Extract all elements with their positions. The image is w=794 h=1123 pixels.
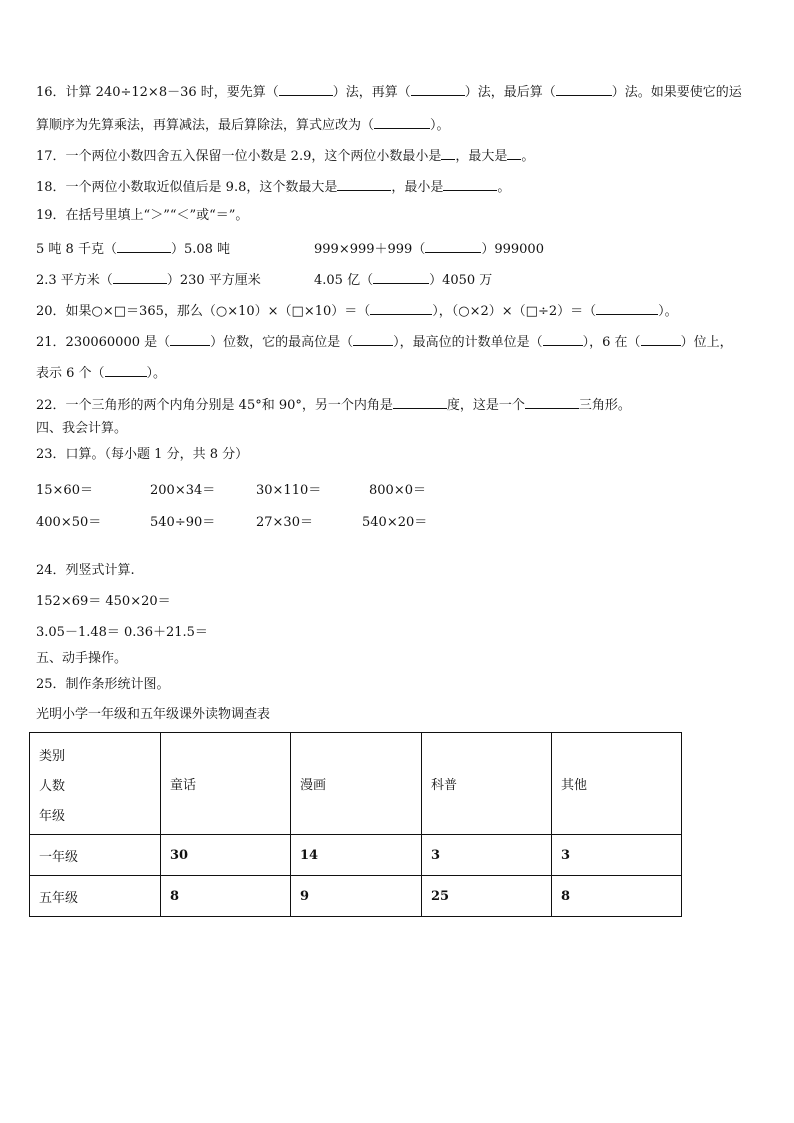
vertical-calc-row-2: 3.05－1.48＝ 0.36＋21.5＝ xyxy=(36,625,208,640)
q16-text-1: 16．计算 240÷12×8－36 时，要先算（ xyxy=(36,85,279,100)
q16-text-2: ）法，再算（ xyxy=(332,85,411,100)
q19-item-b xyxy=(314,240,544,258)
table-row xyxy=(30,835,682,876)
table-cell: 3 xyxy=(422,835,552,876)
q22-text-2: 度，这是一个 xyxy=(446,398,525,413)
table-cell: 8 xyxy=(552,876,682,917)
corner-grade-label: 年级 xyxy=(39,808,66,824)
q21-text-3: ），最高位的计数单位是（ xyxy=(393,335,543,350)
answer-blank[interactable] xyxy=(507,147,521,160)
corner-count-label: 人数 xyxy=(39,778,66,794)
mental-math-item: 15×60＝ xyxy=(36,483,93,498)
question-18 xyxy=(36,178,510,196)
question-24-title: 24．列竖式计算. xyxy=(36,563,135,578)
column-header: 漫画 xyxy=(291,733,422,835)
answer-blank[interactable] xyxy=(543,333,583,346)
question-21-line-1 xyxy=(36,333,733,351)
q22-text-3: 三角形。 xyxy=(578,398,631,413)
column-header: 其他 xyxy=(552,733,682,835)
table-cell: 25 xyxy=(422,876,552,917)
q20-text-2: ），（○×2）×（□÷2）＝（ xyxy=(432,304,597,319)
q22-text-1: 22．一个三角形的两个内角分别是 45°和 90°，另一个内角是 xyxy=(36,398,393,413)
q16-text-3: ）法，最后算（ xyxy=(464,85,556,100)
question-16-line-2 xyxy=(36,116,450,134)
row-header: 五年级 xyxy=(30,876,161,917)
q19-b-text-1: 999×999＋999（ xyxy=(314,242,426,257)
vertical-calc-row-1: 152×69＝ 450×20＝ xyxy=(36,594,171,609)
table-cell: 30 xyxy=(161,835,291,876)
q19-d-text-1: 4.05 亿（ xyxy=(314,273,374,288)
answer-blank[interactable] xyxy=(279,83,333,96)
table-caption: 光明小学一年级和五年级课外读物调查表 xyxy=(36,707,271,722)
section-5-heading: 五、动手操作。 xyxy=(36,651,128,666)
question-23-title: 23．口算。（每小题 1 分，共 8 分） xyxy=(36,447,249,462)
answer-blank[interactable] xyxy=(170,333,210,346)
q19-d-text-2: ）4050 万 xyxy=(429,273,493,288)
corner-category-label: 类别 xyxy=(39,748,66,764)
question-21-line-2 xyxy=(36,364,166,382)
q18-text-2: ，最小是 xyxy=(391,180,444,195)
answer-blank[interactable] xyxy=(393,396,447,409)
q16-text-5: 算顺序为先算乘法，再算减法，最后算除法，算式应改为（ xyxy=(36,118,375,133)
answer-blank[interactable] xyxy=(596,302,658,315)
question-19-title: 19．在括号里填上“＞”“＜”或“＝”。 xyxy=(36,208,249,223)
mental-math-item: 30×110＝ xyxy=(256,483,322,498)
q17-text-3: 。 xyxy=(521,149,535,164)
column-header: 童话 xyxy=(161,733,291,835)
q21-text-4: ），6 在（ xyxy=(582,335,641,350)
question-22 xyxy=(36,396,631,414)
answer-blank[interactable] xyxy=(425,240,481,253)
answer-blank[interactable] xyxy=(370,302,432,315)
q17-text-2: ，最大是 xyxy=(455,149,508,164)
q19-c-text-1: 2.3 平方米（ xyxy=(36,273,113,288)
corner-header-cell xyxy=(30,733,161,835)
q21-text-2: ）位数，它的最高位是（ xyxy=(210,335,354,350)
answer-blank[interactable] xyxy=(105,364,147,377)
q19-c-text-2: ）230 平方厘米 xyxy=(166,273,261,288)
answer-blank[interactable] xyxy=(337,178,391,191)
answer-blank[interactable] xyxy=(641,333,681,346)
answer-blank[interactable] xyxy=(353,333,393,346)
q21-text-6: 表示 6 个（ xyxy=(36,366,105,381)
q18-text-3: 。 xyxy=(497,180,511,195)
mental-math-item: 400×50＝ xyxy=(36,515,102,530)
mental-math-item: 27×30＝ xyxy=(256,515,313,530)
row-header: 一年级 xyxy=(30,835,161,876)
table-header-row xyxy=(30,733,682,835)
answer-blank[interactable] xyxy=(117,240,171,253)
answer-blank[interactable] xyxy=(374,116,430,129)
q16-text-4: ）法。如果要使它的运 xyxy=(611,85,742,100)
mental-math-item: 540÷90＝ xyxy=(150,515,216,530)
q21-text-1: 21．230060000 是（ xyxy=(36,335,171,350)
q19-b-text-2: ）999000 xyxy=(481,242,544,257)
q20-text-3: ）。 xyxy=(658,304,678,319)
q21-text-5: ）位上， xyxy=(680,335,733,350)
column-header: 科普 xyxy=(422,733,552,835)
answer-blank[interactable] xyxy=(443,178,497,191)
q19-item-c xyxy=(36,271,261,289)
survey-table xyxy=(29,732,682,917)
answer-blank[interactable] xyxy=(525,396,579,409)
mental-math-item: 800×0＝ xyxy=(369,483,426,498)
q19-a-text-2: ）5.08 吨 xyxy=(170,242,231,257)
q20-text-1: 20．如果○×□＝365，那么（○×10）×（□×10）＝（ xyxy=(36,304,371,319)
mental-math-item: 200×34＝ xyxy=(150,483,216,498)
q19-item-a xyxy=(36,240,230,258)
answer-blank[interactable] xyxy=(556,83,612,96)
answer-blank[interactable] xyxy=(441,147,455,160)
question-20 xyxy=(36,302,678,320)
q19-a-text-1: 5 吨 8 千克（ xyxy=(36,242,117,257)
q16-text-6: ）。 xyxy=(430,118,450,133)
answer-blank[interactable] xyxy=(411,83,465,96)
q17-text-1: 17．一个两位小数四舍五入保留一位小数是 2.9，这个两位小数最小是 xyxy=(36,149,442,164)
table-cell: 14 xyxy=(291,835,422,876)
answer-blank[interactable] xyxy=(373,271,429,284)
question-16-line-1 xyxy=(36,83,742,101)
question-17 xyxy=(36,147,534,165)
q21-text-7: ）。 xyxy=(146,366,167,381)
answer-blank[interactable] xyxy=(113,271,167,284)
question-25-title: 25．制作条形统计图。 xyxy=(36,677,170,692)
mental-math-item: 540×20＝ xyxy=(362,515,428,530)
q18-text-1: 18．一个两位小数取近似值后是 9.8，这个数最大是 xyxy=(36,180,338,195)
table-cell: 3 xyxy=(552,835,682,876)
table-cell: 9 xyxy=(291,876,422,917)
table-cell: 8 xyxy=(161,876,291,917)
table-row xyxy=(30,876,682,917)
q19-item-d xyxy=(314,271,492,289)
section-4-heading: 四、我会计算。 xyxy=(36,421,128,436)
